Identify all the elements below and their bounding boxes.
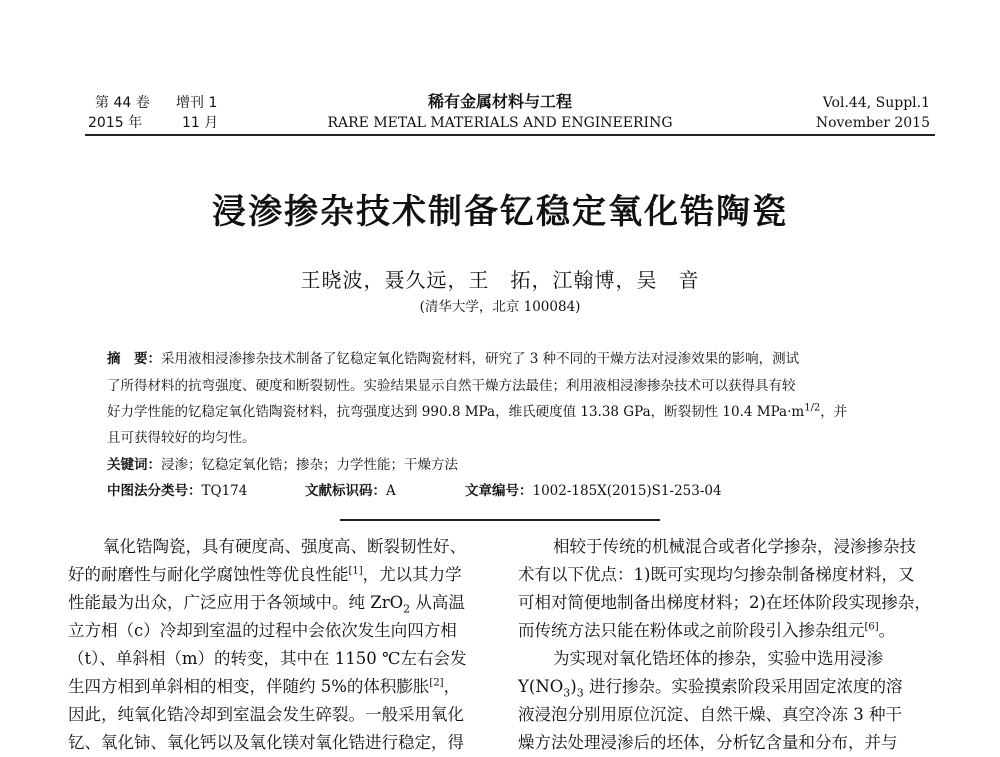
paragraph-line: 术有以下优点：1)既可实现均匀掺杂制备梯度材料，又	[518, 565, 915, 584]
paragraph-line: 立方相（c）冷却到室温的过程中会依次发生向四方相	[68, 621, 457, 640]
citation: [1]	[348, 565, 363, 577]
keywords: 关键词：浸渗；钇稳定氧化锆；掺杂；力学性能；干燥方法	[107, 457, 458, 473]
doc-code-label: 文献标识码：	[305, 483, 386, 499]
author-list: 王晓波，聂久远，王 拓，江翰博，吴 音	[300, 268, 700, 292]
journal-title-cn: 稀有金属材料与工程	[427, 92, 572, 111]
article-id-label: 文章编号：	[465, 483, 533, 499]
affiliation: (清华大学，北京 100084)	[419, 299, 581, 315]
month-cn: 11 月	[182, 115, 219, 131]
paragraph-line: 生四方相到单斜相的相变，伴随约 5%的体积膨胀[2]，	[68, 677, 461, 696]
paragraph-line: 氧化锆陶瓷，具有硬度高、强度高、断裂韧性好、	[103, 537, 466, 556]
paragraph-line: 液浸泡分别用原位沉淀、自然干燥、真空冷冻 3 种干	[518, 705, 902, 724]
abstract-line: 且可获得较好的均匀性。	[107, 430, 256, 446]
article-title: 浸渗掺杂技术制备钇稳定氧化锆陶瓷	[212, 192, 788, 232]
journal-title-en: RARE METAL MATERIALS AND ENGINEERING	[327, 115, 673, 131]
date-en: November 2015	[815, 115, 930, 131]
paragraph-line: $Y(NO_3)_3$ 进行掺杂。实验摸索阶段采用固定浓度的溶	[518, 677, 903, 700]
paragraph-line: 相较于传统的机械混合或者化学掺杂，浸渗掺杂技	[553, 537, 916, 556]
paragraph-line: 而传统方法只能在粉体或之前阶段引入掺杂组元[6]。	[518, 621, 896, 640]
paragraph-line: （t）、单斜相（m）的转变，其中在 1150 ℃左右会发	[68, 649, 467, 668]
supplement-cn: 增刊 1	[176, 95, 218, 111]
citation: [6]	[864, 621, 879, 633]
header-rule	[85, 134, 935, 136]
section-divider	[340, 519, 660, 521]
abstract-line: 了所得材料的抗弯强度、硬度和断裂韧性。实验结果显示自然干燥方法最佳；利用液相浸渗掺杂技术可以获得具有较	[107, 378, 796, 394]
volume-en: Vol.44, Suppl.1	[822, 95, 930, 111]
article-id-value: 1002-185X(2015)S1-253-04	[532, 483, 722, 499]
abstract-line: 好力学性能的钇稳定氧化锆陶瓷材料，抗弯强度达到 990.8 MPa，维氏硬度值 13.38 GPa，断裂韧性 10.4 $MPa\cdot m^{1/2}$，并	[107, 402, 848, 420]
abstract-label: 摘 要：	[107, 351, 161, 367]
paragraph-line: 可相对简便地制备出梯度材料；2)在坯体阶段实现掺杂，	[518, 593, 931, 612]
doc-code-value: A	[386, 483, 396, 499]
paragraph-line: 因此，纯氧化锆冷却到室温会发生碎裂。一般采用氧化	[68, 705, 464, 724]
clc-value: TQ174	[201, 483, 248, 499]
clc-label: 中图法分类号：	[107, 483, 202, 499]
paragraph-line: 性能最为出众，广泛应用于各领域中。纯 ZrO$_2$ 从高温	[68, 593, 465, 616]
paragraph-line: 为实现对氧化锆坯体的掺杂，实验中选用浸渗	[553, 649, 883, 668]
volume-cn: 第 44 卷	[95, 95, 150, 111]
paragraph-line: 好的耐磨性与耐化学腐蚀性等优良性能[1]，尤以其力学	[68, 565, 462, 584]
keywords-label: 关键词：	[107, 457, 161, 473]
paragraph-line: 钇、氧化铈、氧化钙以及氧化镁对氧化锆进行稳定，得	[68, 733, 464, 752]
paragraph-line: 燥方法处理浸渗后的坯体，分析钇含量和分布，并与	[518, 733, 898, 752]
abstract-line: 摘 要：采用液相浸渗掺杂技术制备了钇稳定氧化锆陶瓷材料，研究了 3 种不同的干燥方法对浸渗效果的影响，测试	[107, 351, 800, 367]
citation: [2]	[429, 677, 444, 689]
year-cn: 2015 年	[88, 115, 143, 131]
